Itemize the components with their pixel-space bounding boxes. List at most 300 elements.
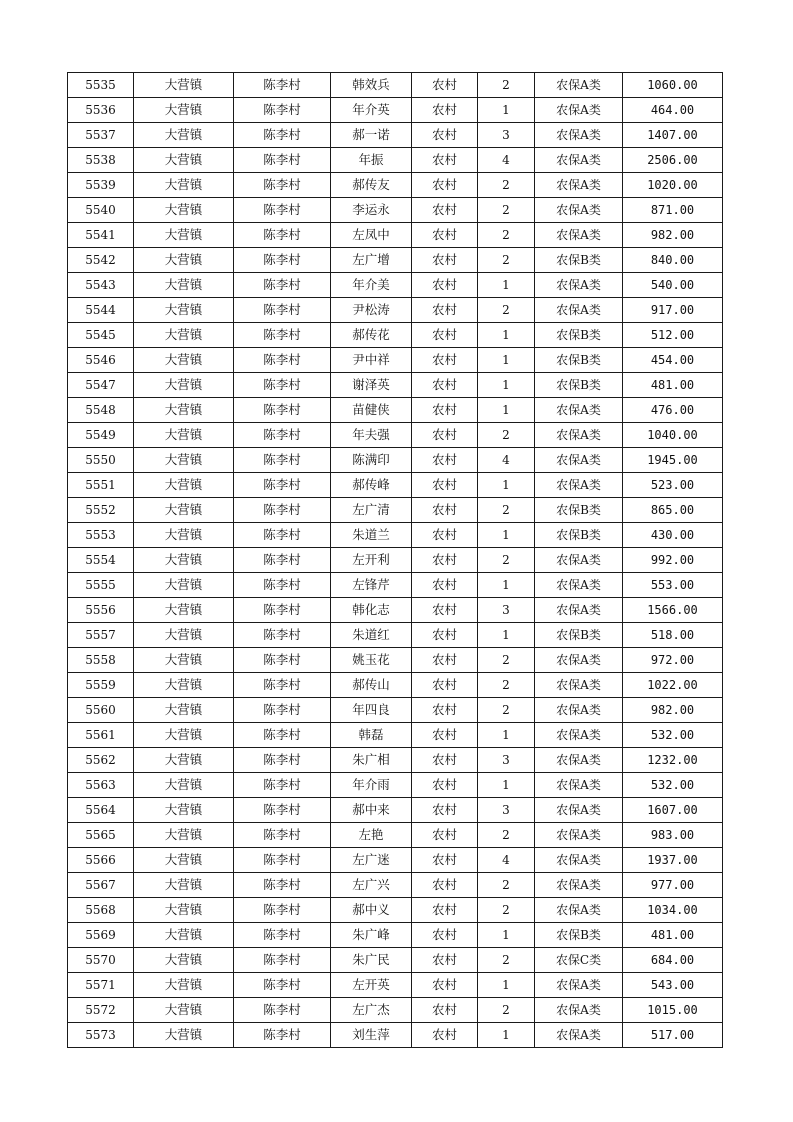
area-type-cell: 农村 <box>412 898 478 923</box>
village-cell: 陈李村 <box>234 998 331 1023</box>
village-cell: 陈李村 <box>234 673 331 698</box>
table-row <box>68 248 723 273</box>
table-row <box>68 773 723 798</box>
village-cell: 陈李村 <box>234 948 331 973</box>
person-name-cell: 年介雨 <box>331 773 412 798</box>
household-members-cell: 1 <box>478 473 535 498</box>
insurance-category-cell: 农保C类 <box>535 948 623 973</box>
household-members-cell: 3 <box>478 123 535 148</box>
serial-number-cell: 5543 <box>68 273 134 298</box>
amount-cell: 454.00 <box>623 348 723 373</box>
person-name-cell: 朱广相 <box>331 748 412 773</box>
village-cell: 陈李村 <box>234 773 331 798</box>
table-row <box>68 623 723 648</box>
amount-cell: 1020.00 <box>623 173 723 198</box>
serial-number-cell: 5556 <box>68 598 134 623</box>
household-members-cell: 2 <box>478 648 535 673</box>
amount-cell: 512.00 <box>623 323 723 348</box>
insurance-category-cell: 农保B类 <box>535 923 623 948</box>
village-cell: 陈李村 <box>234 848 331 873</box>
village-cell: 陈李村 <box>234 448 331 473</box>
town-cell: 大营镇 <box>134 698 234 723</box>
village-cell: 陈李村 <box>234 598 331 623</box>
person-name-cell: 韩化志 <box>331 598 412 623</box>
household-members-cell: 2 <box>478 873 535 898</box>
amount-cell: 1407.00 <box>623 123 723 148</box>
person-name-cell: 左凤中 <box>331 223 412 248</box>
insurance-category-cell: 农保A类 <box>535 73 623 98</box>
town-cell: 大营镇 <box>134 98 234 123</box>
area-type-cell: 农村 <box>412 373 478 398</box>
area-type-cell: 农村 <box>412 98 478 123</box>
village-cell: 陈李村 <box>234 723 331 748</box>
amount-cell: 532.00 <box>623 723 723 748</box>
insurance-category-cell: 农保B类 <box>535 248 623 273</box>
serial-number-cell: 5536 <box>68 98 134 123</box>
town-cell: 大营镇 <box>134 473 234 498</box>
insurance-category-cell: 农保A类 <box>535 773 623 798</box>
village-cell: 陈李村 <box>234 973 331 998</box>
household-members-cell: 2 <box>478 948 535 973</box>
person-name-cell: 尹松涛 <box>331 298 412 323</box>
serial-number-cell: 5564 <box>68 798 134 823</box>
area-type-cell: 农村 <box>412 273 478 298</box>
serial-number-cell: 5549 <box>68 423 134 448</box>
table-row <box>68 548 723 573</box>
area-type-cell: 农村 <box>412 398 478 423</box>
area-type-cell: 农村 <box>412 448 478 473</box>
insurance-category-cell: 农保A类 <box>535 598 623 623</box>
insurance-category-cell: 农保A类 <box>535 298 623 323</box>
village-cell: 陈李村 <box>234 648 331 673</box>
town-cell: 大营镇 <box>134 123 234 148</box>
insurance-category-cell: 农保B类 <box>535 323 623 348</box>
village-cell: 陈李村 <box>234 398 331 423</box>
table-row <box>68 148 723 173</box>
serial-number-cell: 5563 <box>68 773 134 798</box>
town-cell: 大营镇 <box>134 148 234 173</box>
town-cell: 大营镇 <box>134 398 234 423</box>
person-name-cell: 左锋芹 <box>331 573 412 598</box>
table-row <box>68 98 723 123</box>
village-cell: 陈李村 <box>234 173 331 198</box>
household-members-cell: 1 <box>478 398 535 423</box>
serial-number-cell: 5537 <box>68 123 134 148</box>
village-cell: 陈李村 <box>234 748 331 773</box>
serial-number-cell: 5558 <box>68 648 134 673</box>
insurance-category-cell: 农保A类 <box>535 198 623 223</box>
person-name-cell: 朱道红 <box>331 623 412 648</box>
town-cell: 大营镇 <box>134 198 234 223</box>
area-type-cell: 农村 <box>412 773 478 798</box>
area-type-cell: 农村 <box>412 823 478 848</box>
amount-cell: 982.00 <box>623 223 723 248</box>
amount-cell: 982.00 <box>623 698 723 723</box>
person-name-cell: 年介美 <box>331 273 412 298</box>
town-cell: 大营镇 <box>134 798 234 823</box>
area-type-cell: 农村 <box>412 673 478 698</box>
serial-number-cell: 5557 <box>68 623 134 648</box>
town-cell: 大营镇 <box>134 723 234 748</box>
amount-cell: 464.00 <box>623 98 723 123</box>
insurance-category-cell: 农保A类 <box>535 98 623 123</box>
amount-cell: 1937.00 <box>623 848 723 873</box>
area-type-cell: 农村 <box>412 848 478 873</box>
village-cell: 陈李村 <box>234 198 331 223</box>
person-name-cell: 年振 <box>331 148 412 173</box>
person-name-cell: 刘生萍 <box>331 1023 412 1048</box>
amount-cell: 476.00 <box>623 398 723 423</box>
insurance-category-cell: 农保A类 <box>535 398 623 423</box>
insurance-category-cell: 农保A类 <box>535 673 623 698</box>
insurance-category-cell: 农保A类 <box>535 698 623 723</box>
table-row <box>68 698 723 723</box>
town-cell: 大营镇 <box>134 598 234 623</box>
serial-number-cell: 5567 <box>68 873 134 898</box>
serial-number-cell: 5570 <box>68 948 134 973</box>
table-row <box>68 473 723 498</box>
insurance-category-cell: 农保A类 <box>535 423 623 448</box>
table-row <box>68 173 723 198</box>
insurance-category-cell: 农保A类 <box>535 573 623 598</box>
amount-cell: 553.00 <box>623 573 723 598</box>
household-members-cell: 1 <box>478 98 535 123</box>
table-row <box>68 1023 723 1048</box>
table-row <box>68 298 723 323</box>
insurance-category-cell: 农保A类 <box>535 448 623 473</box>
table-row <box>68 498 723 523</box>
table-row <box>68 523 723 548</box>
serial-number-cell: 5547 <box>68 373 134 398</box>
town-cell: 大营镇 <box>134 298 234 323</box>
area-type-cell: 农村 <box>412 123 478 148</box>
person-name-cell: 郝传峰 <box>331 473 412 498</box>
table-row <box>68 848 723 873</box>
table-row <box>68 423 723 448</box>
insurance-category-cell: 农保A类 <box>535 223 623 248</box>
table-row <box>68 823 723 848</box>
town-cell: 大营镇 <box>134 823 234 848</box>
serial-number-cell: 5568 <box>68 898 134 923</box>
area-type-cell: 农村 <box>412 948 478 973</box>
serial-number-cell: 5559 <box>68 673 134 698</box>
area-type-cell: 农村 <box>412 323 478 348</box>
insurance-category-cell: 农保B类 <box>535 498 623 523</box>
table-row <box>68 748 723 773</box>
amount-cell: 543.00 <box>623 973 723 998</box>
household-members-cell: 2 <box>478 898 535 923</box>
table-row <box>68 898 723 923</box>
insurance-category-cell: 农保B类 <box>535 348 623 373</box>
amount-cell: 1060.00 <box>623 73 723 98</box>
person-name-cell: 郝传山 <box>331 673 412 698</box>
area-type-cell: 农村 <box>412 923 478 948</box>
document-page <box>67 72 722 1048</box>
table-row <box>68 223 723 248</box>
roster-body <box>68 73 723 1048</box>
village-cell: 陈李村 <box>234 373 331 398</box>
serial-number-cell: 5541 <box>68 223 134 248</box>
table-row <box>68 73 723 98</box>
area-type-cell: 农村 <box>412 548 478 573</box>
serial-number-cell: 5542 <box>68 248 134 273</box>
area-type-cell: 农村 <box>412 148 478 173</box>
person-name-cell: 尹中祥 <box>331 348 412 373</box>
person-name-cell: 左广迷 <box>331 848 412 873</box>
area-type-cell: 农村 <box>412 298 478 323</box>
area-type-cell: 农村 <box>412 723 478 748</box>
table-row <box>68 873 723 898</box>
insurance-category-cell: 农保A类 <box>535 798 623 823</box>
person-name-cell: 左广清 <box>331 498 412 523</box>
insurance-category-cell: 农保A类 <box>535 648 623 673</box>
town-cell: 大营镇 <box>134 1023 234 1048</box>
village-cell: 陈李村 <box>234 273 331 298</box>
table-row <box>68 598 723 623</box>
area-type-cell: 农村 <box>412 648 478 673</box>
amount-cell: 1040.00 <box>623 423 723 448</box>
village-cell: 陈李村 <box>234 123 331 148</box>
table-row <box>68 798 723 823</box>
amount-cell: 684.00 <box>623 948 723 973</box>
insurance-category-cell: 农保A类 <box>535 723 623 748</box>
person-name-cell: 朱道兰 <box>331 523 412 548</box>
village-cell: 陈李村 <box>234 73 331 98</box>
person-name-cell: 郝一诺 <box>331 123 412 148</box>
table-row <box>68 398 723 423</box>
table-row <box>68 348 723 373</box>
serial-number-cell: 5555 <box>68 573 134 598</box>
person-name-cell: 左开英 <box>331 973 412 998</box>
village-cell: 陈李村 <box>234 698 331 723</box>
amount-cell: 518.00 <box>623 623 723 648</box>
serial-number-cell: 5539 <box>68 173 134 198</box>
amount-cell: 977.00 <box>623 873 723 898</box>
household-members-cell: 1 <box>478 973 535 998</box>
area-type-cell: 农村 <box>412 473 478 498</box>
village-cell: 陈李村 <box>234 898 331 923</box>
household-members-cell: 2 <box>478 223 535 248</box>
amount-cell: 1566.00 <box>623 598 723 623</box>
town-cell: 大营镇 <box>134 373 234 398</box>
area-type-cell: 农村 <box>412 1023 478 1048</box>
insurance-category-cell: 农保A类 <box>535 998 623 1023</box>
table-row <box>68 198 723 223</box>
household-members-cell: 3 <box>478 748 535 773</box>
serial-number-cell: 5550 <box>68 448 134 473</box>
household-members-cell: 3 <box>478 798 535 823</box>
household-members-cell: 2 <box>478 73 535 98</box>
village-cell: 陈李村 <box>234 148 331 173</box>
serial-number-cell: 5554 <box>68 548 134 573</box>
household-members-cell: 2 <box>478 498 535 523</box>
serial-number-cell: 5551 <box>68 473 134 498</box>
town-cell: 大营镇 <box>134 248 234 273</box>
amount-cell: 517.00 <box>623 1023 723 1048</box>
amount-cell: 532.00 <box>623 773 723 798</box>
household-members-cell: 2 <box>478 423 535 448</box>
table-row <box>68 373 723 398</box>
insurance-category-cell: 农保B类 <box>535 373 623 398</box>
town-cell: 大营镇 <box>134 998 234 1023</box>
area-type-cell: 农村 <box>412 73 478 98</box>
household-members-cell: 1 <box>478 573 535 598</box>
person-name-cell: 左广兴 <box>331 873 412 898</box>
insurance-category-cell: 农保A类 <box>535 148 623 173</box>
serial-number-cell: 5546 <box>68 348 134 373</box>
household-members-cell: 2 <box>478 823 535 848</box>
insurance-category-cell: 农保A类 <box>535 123 623 148</box>
area-type-cell: 农村 <box>412 973 478 998</box>
serial-number-cell: 5535 <box>68 73 134 98</box>
insurance-category-cell: 农保A类 <box>535 173 623 198</box>
area-type-cell: 农村 <box>412 748 478 773</box>
town-cell: 大营镇 <box>134 648 234 673</box>
household-members-cell: 1 <box>478 373 535 398</box>
amount-cell: 917.00 <box>623 298 723 323</box>
town-cell: 大营镇 <box>134 623 234 648</box>
amount-cell: 1034.00 <box>623 898 723 923</box>
town-cell: 大营镇 <box>134 873 234 898</box>
town-cell: 大营镇 <box>134 173 234 198</box>
town-cell: 大营镇 <box>134 948 234 973</box>
village-cell: 陈李村 <box>234 323 331 348</box>
table-row <box>68 648 723 673</box>
area-type-cell: 农村 <box>412 198 478 223</box>
amount-cell: 2506.00 <box>623 148 723 173</box>
household-members-cell: 2 <box>478 673 535 698</box>
insurance-category-cell: 农保A类 <box>535 548 623 573</box>
household-members-cell: 1 <box>478 773 535 798</box>
table-row <box>68 123 723 148</box>
town-cell: 大营镇 <box>134 498 234 523</box>
village-cell: 陈李村 <box>234 298 331 323</box>
village-cell: 陈李村 <box>234 248 331 273</box>
village-cell: 陈李村 <box>234 623 331 648</box>
person-name-cell: 郝中来 <box>331 798 412 823</box>
household-members-cell: 1 <box>478 348 535 373</box>
person-name-cell: 陈满印 <box>331 448 412 473</box>
village-cell: 陈李村 <box>234 498 331 523</box>
insurance-category-cell: 农保A类 <box>535 1023 623 1048</box>
household-members-cell: 2 <box>478 248 535 273</box>
amount-cell: 523.00 <box>623 473 723 498</box>
household-members-cell: 2 <box>478 298 535 323</box>
table-row <box>68 673 723 698</box>
table-row <box>68 998 723 1023</box>
household-members-cell: 1 <box>478 923 535 948</box>
village-cell: 陈李村 <box>234 98 331 123</box>
person-name-cell: 韩效兵 <box>331 73 412 98</box>
household-members-cell: 4 <box>478 848 535 873</box>
area-type-cell: 农村 <box>412 423 478 448</box>
town-cell: 大营镇 <box>134 448 234 473</box>
insurance-category-cell: 农保A类 <box>535 473 623 498</box>
amount-cell: 430.00 <box>623 523 723 548</box>
area-type-cell: 农村 <box>412 998 478 1023</box>
person-name-cell: 苗健侠 <box>331 398 412 423</box>
household-members-cell: 3 <box>478 598 535 623</box>
person-name-cell: 左广增 <box>331 248 412 273</box>
person-name-cell: 郝中义 <box>331 898 412 923</box>
village-cell: 陈李村 <box>234 473 331 498</box>
area-type-cell: 农村 <box>412 798 478 823</box>
household-members-cell: 1 <box>478 1023 535 1048</box>
subsidy-roster-table <box>67 72 723 1048</box>
serial-number-cell: 5569 <box>68 923 134 948</box>
serial-number-cell: 5566 <box>68 848 134 873</box>
town-cell: 大营镇 <box>134 523 234 548</box>
area-type-cell: 农村 <box>412 498 478 523</box>
person-name-cell: 朱广民 <box>331 948 412 973</box>
person-name-cell: 年四良 <box>331 698 412 723</box>
insurance-category-cell: 农保A类 <box>535 873 623 898</box>
person-name-cell: 左开利 <box>331 548 412 573</box>
insurance-category-cell: 农保A类 <box>535 898 623 923</box>
area-type-cell: 农村 <box>412 248 478 273</box>
area-type-cell: 农村 <box>412 573 478 598</box>
serial-number-cell: 5552 <box>68 498 134 523</box>
area-type-cell: 农村 <box>412 623 478 648</box>
table-row <box>68 273 723 298</box>
insurance-category-cell: 农保B类 <box>535 523 623 548</box>
household-members-cell: 2 <box>478 698 535 723</box>
amount-cell: 1945.00 <box>623 448 723 473</box>
person-name-cell: 左广杰 <box>331 998 412 1023</box>
insurance-category-cell: 农保A类 <box>535 823 623 848</box>
village-cell: 陈李村 <box>234 573 331 598</box>
amount-cell: 840.00 <box>623 248 723 273</box>
household-members-cell: 1 <box>478 723 535 748</box>
village-cell: 陈李村 <box>234 1023 331 1048</box>
amount-cell: 1232.00 <box>623 748 723 773</box>
amount-cell: 1022.00 <box>623 673 723 698</box>
area-type-cell: 农村 <box>412 698 478 723</box>
household-members-cell: 1 <box>478 523 535 548</box>
serial-number-cell: 5544 <box>68 298 134 323</box>
insurance-category-cell: 农保A类 <box>535 848 623 873</box>
insurance-category-cell: 农保A类 <box>535 273 623 298</box>
town-cell: 大营镇 <box>134 673 234 698</box>
serial-number-cell: 5572 <box>68 998 134 1023</box>
town-cell: 大营镇 <box>134 273 234 298</box>
serial-number-cell: 5548 <box>68 398 134 423</box>
serial-number-cell: 5553 <box>68 523 134 548</box>
amount-cell: 481.00 <box>623 923 723 948</box>
village-cell: 陈李村 <box>234 923 331 948</box>
amount-cell: 992.00 <box>623 548 723 573</box>
area-type-cell: 农村 <box>412 173 478 198</box>
household-members-cell: 1 <box>478 623 535 648</box>
town-cell: 大营镇 <box>134 348 234 373</box>
serial-number-cell: 5571 <box>68 973 134 998</box>
household-members-cell: 1 <box>478 273 535 298</box>
table-row <box>68 573 723 598</box>
household-members-cell: 2 <box>478 998 535 1023</box>
household-members-cell: 4 <box>478 148 535 173</box>
amount-cell: 865.00 <box>623 498 723 523</box>
amount-cell: 540.00 <box>623 273 723 298</box>
person-name-cell: 朱广峰 <box>331 923 412 948</box>
village-cell: 陈李村 <box>234 873 331 898</box>
household-members-cell: 2 <box>478 548 535 573</box>
table-row <box>68 923 723 948</box>
village-cell: 陈李村 <box>234 823 331 848</box>
household-members-cell: 4 <box>478 448 535 473</box>
amount-cell: 1015.00 <box>623 998 723 1023</box>
town-cell: 大营镇 <box>134 423 234 448</box>
serial-number-cell: 5562 <box>68 748 134 773</box>
